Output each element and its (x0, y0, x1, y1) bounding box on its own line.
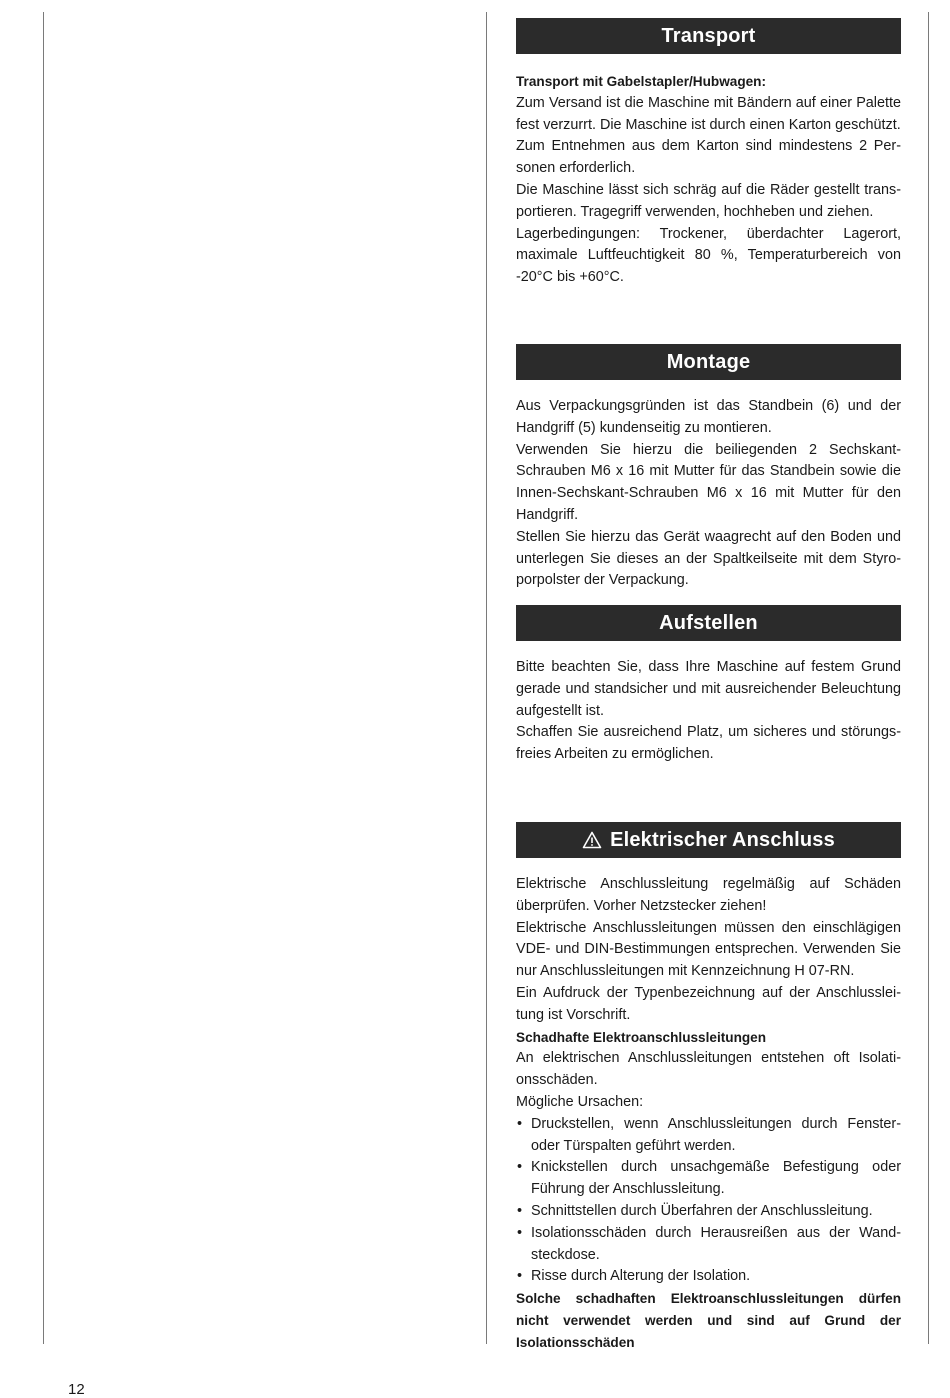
montage-heading (516, 344, 901, 380)
elektrischer-anschluss-heading (516, 822, 901, 858)
transport-body (516, 71, 901, 289)
list-item: • Knickstellen durch unsachgemäße Befestigung oder Führung der Anschlussleitung. (516, 1157, 901, 1201)
causes-list (516, 1114, 901, 1288)
aufstellen-body (516, 657, 901, 766)
paragraph: Verwenden Sie hierzu die beiliegenden 2 Sechskant-Schrauben M6 x 16 mit Mutter für das Standbein sowie die Innen-Sechskant-Schrauben M6 x 16 mit Mutter für den Handgriff. (516, 441, 901, 523)
paragraph: Elektrische Anschlussleitungen müssen den einschlägigen VDE- und DIN-Bestimmungen entsprechen. Verwenden Sie nur Anschlussleitungen mit Kennzeichnung H 07-RN. (516, 919, 901, 980)
closing-warning: Solche schadhaften Elektroanschlussleitungen dürfen nicht verwendet werden und sind auf Grund der Isolationsschäden (516, 1291, 901, 1350)
aufstellen-title: Aufstellen (659, 611, 758, 634)
paragraph: Elektrische Anschlussleitung regelmäßig auf Schäden überprüfen. Vorher Netzstecker ziehen! (516, 876, 901, 914)
list-item: • Druckstellen, wenn Anschlussleitungen durch Fensteroder Türspalten geführt werden. (516, 1114, 901, 1158)
montage-title: Montage (666, 350, 751, 373)
paragraph: Zum Entnehmen aus dem Karton sind mindestens 2 Personen erforderlich. (516, 138, 901, 177)
right-margin-rule (928, 12, 929, 1344)
montage-body (516, 396, 901, 592)
warning-triangle-icon (582, 831, 602, 849)
paragraph: Lagerbedingungen: Trockener, überdachter Lagerort, maximale Luftfeuchtigkeit 80 %, Temperaturbereich von -20°C bis +60°C. (516, 225, 901, 286)
aufstellen-heading (516, 605, 901, 641)
paragraph: Aus Verpackungsgründen ist das Standbein (6) und der Handgriff (5) kundenseitig zu montieren. (516, 398, 901, 436)
column-divider-rule (486, 12, 487, 1344)
page-number: 12 (68, 1381, 85, 1398)
left-margin-rule (43, 12, 44, 1344)
list-item: • Schnittstellen durch Überfahren der Anschlussleitung. (516, 1201, 901, 1223)
paragraph: Mögliche Ursachen: (516, 1093, 644, 1110)
paragraph: Die Maschine lässt sich schräg auf die Räder gestellt transportieren. Tragegriff verwenden, hochheben und ziehen. (516, 181, 901, 220)
list-item: • Risse durch Alterung der Isolation. (516, 1266, 901, 1288)
elektrischer-anschluss-body (516, 874, 901, 1354)
paragraph: Schaffen Sie ausreichend Platz, um sicheres und störungsfreies Arbeiten zu ermöglichen. (516, 724, 901, 763)
elektrischer-anschluss-title: Elektrischer Anschluss (610, 828, 835, 851)
paragraph: Zum Versand ist die Maschine mit Bändern auf einer Palette fest verzurrt. Die Maschine ist durch einen Karton geschützt. (516, 94, 901, 133)
paragraph: Stellen Sie hierzu das Gerät waagrecht auf den Boden und unterlegen Sie dieses an der Spaltkeilseite mit dem Styroporpolster der Verpackung. (516, 528, 901, 589)
transport-subheading: Transport mit Gabelstapler/Hubwagen: (516, 74, 767, 89)
schadhafte-subheading: Schadhafte Elektroanschlussleitungen (516, 1029, 767, 1045)
transport-title: Transport (661, 24, 756, 47)
list-item: • Isolationsschäden durch Herausreißen aus der Wandsteckdose. (516, 1223, 901, 1267)
transport-heading (516, 18, 901, 54)
paragraph: An elektrischen Anschlussleitungen entstehen oft Isolationsschäden. (516, 1050, 901, 1089)
paragraph: Ein Aufdruck der Typenbezeichnung auf der Anschlussleitung ist Vorschrift. (516, 984, 901, 1023)
paragraph: Bitte beachten Sie, dass Ihre Maschine auf festem Grund gerade und standsicher und mit ausreichender Beleuchtung aufgestellt ist. (516, 659, 901, 719)
